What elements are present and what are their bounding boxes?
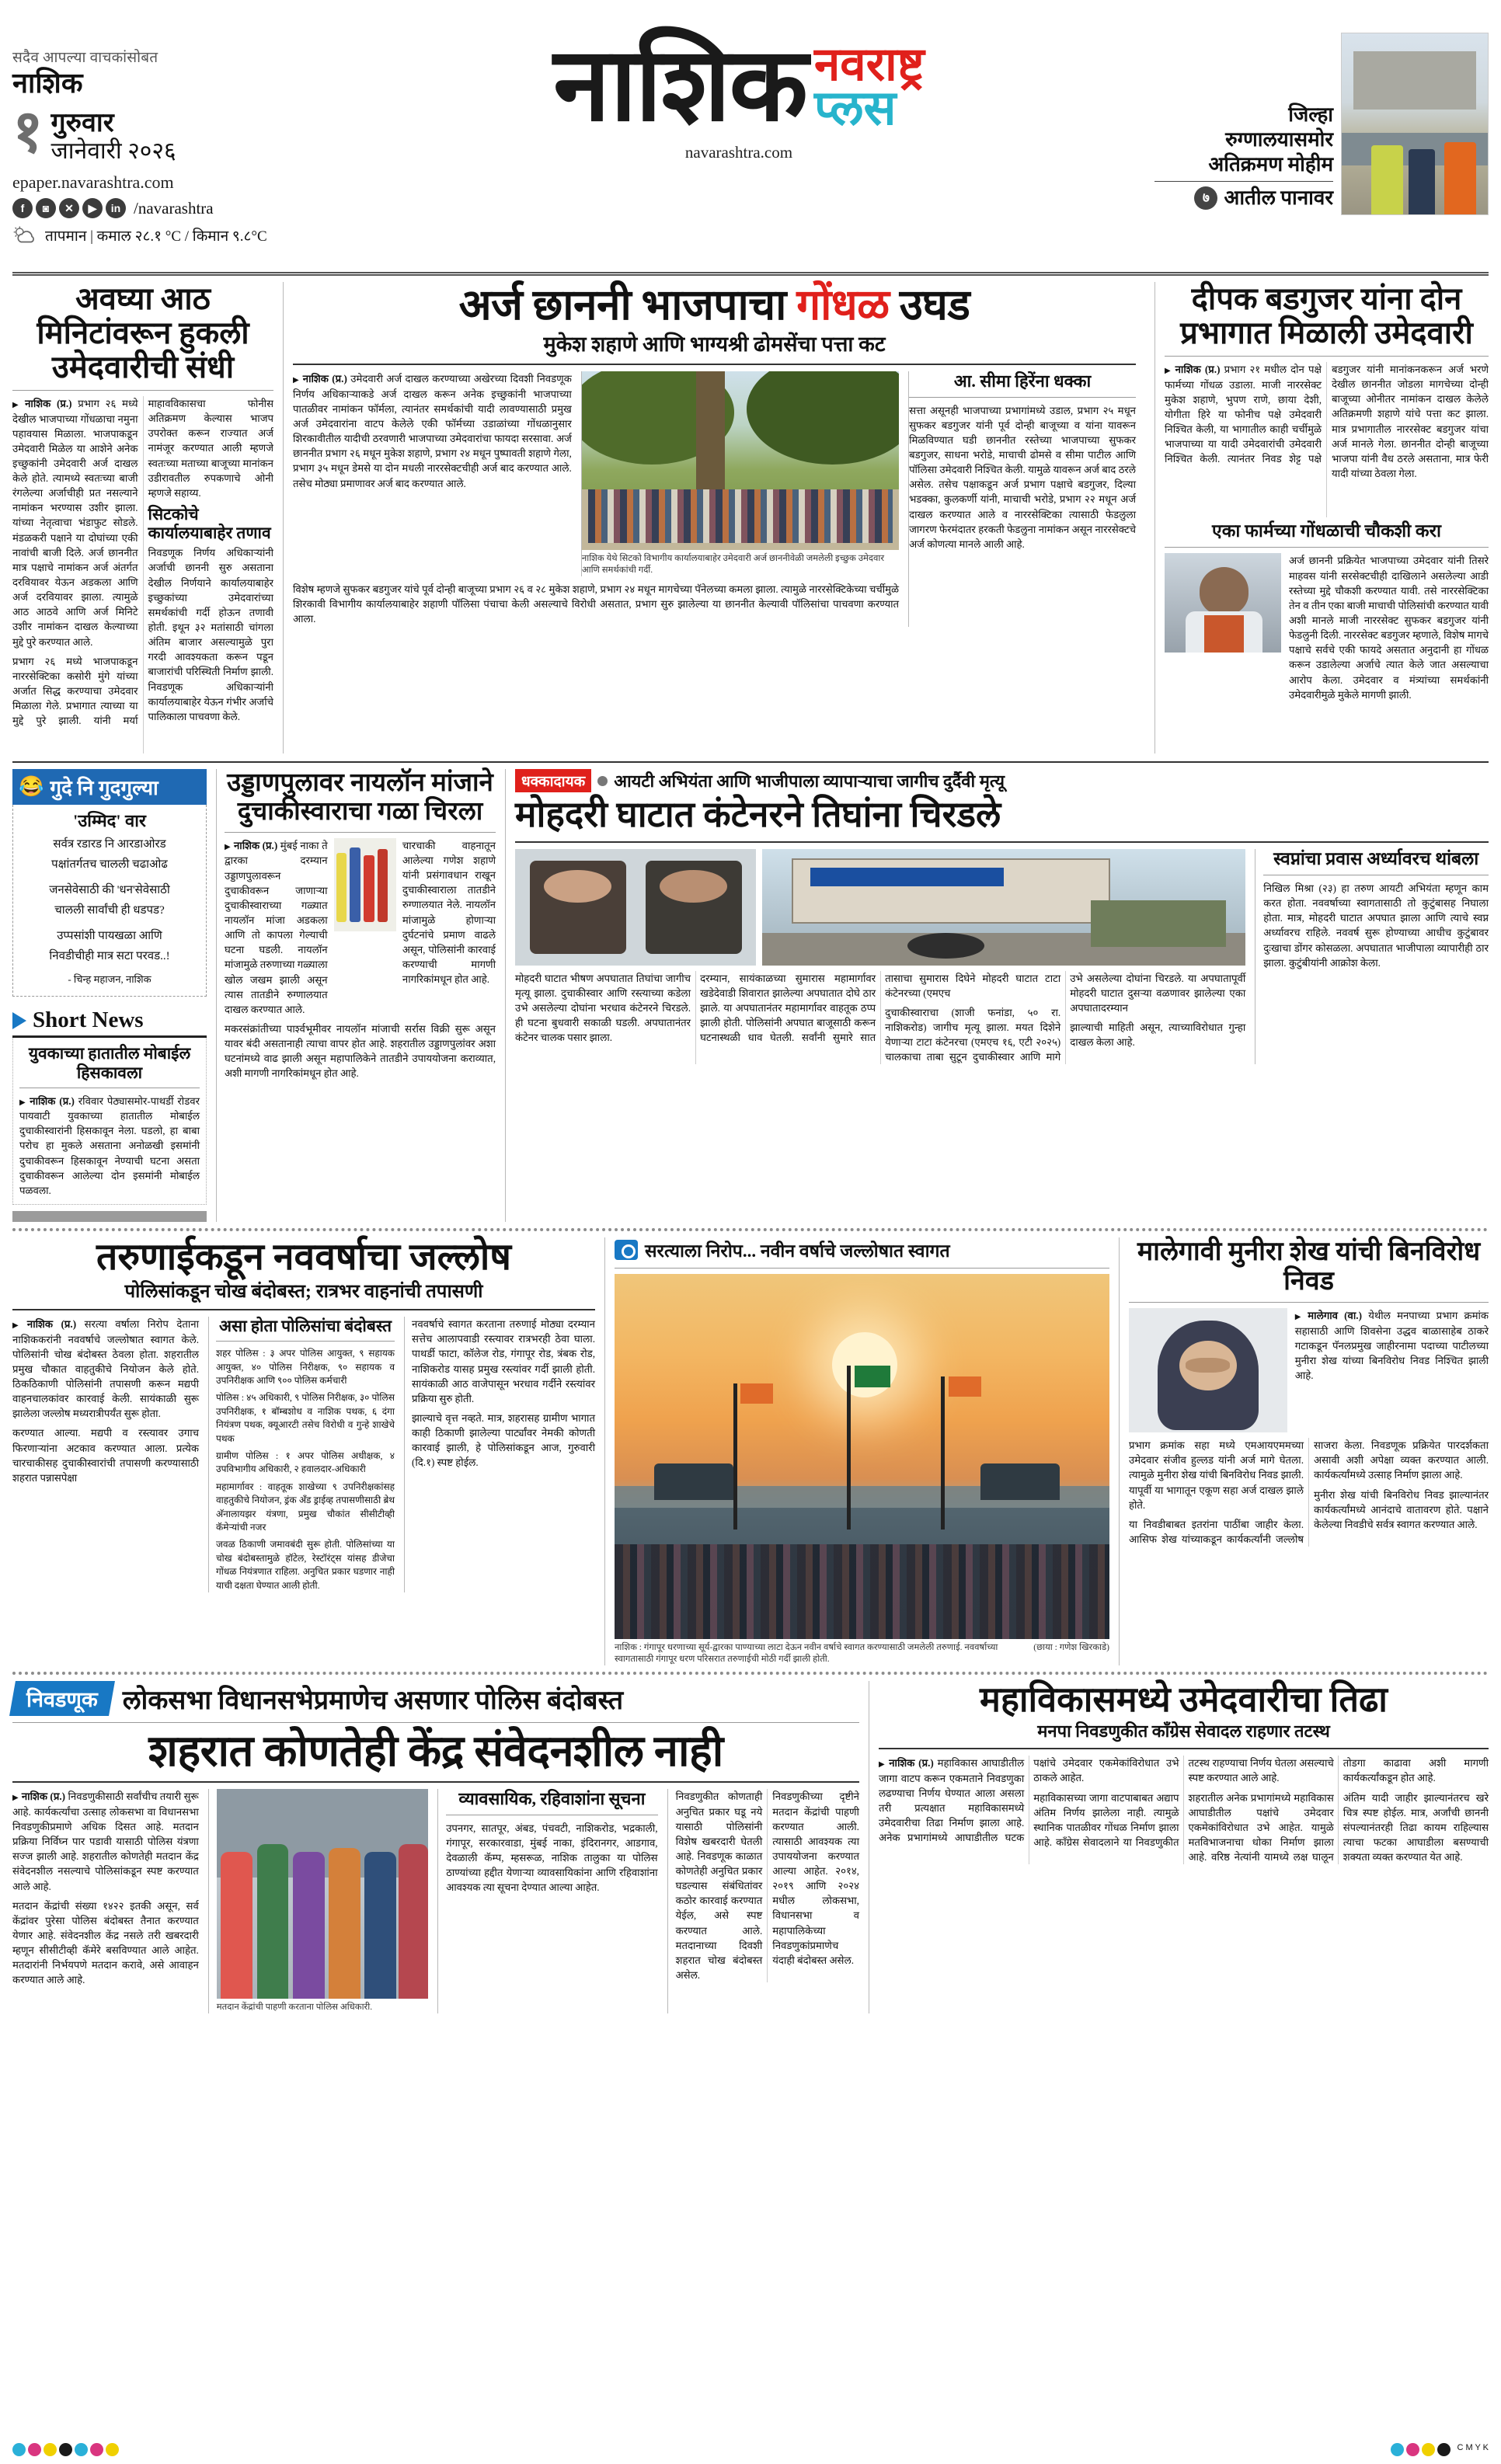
left-rail-spacer: [12, 1211, 207, 1222]
main-sidebar-body: सत्ता असूनही भाजपाच्या प्रभागांमध्ये उडाल, प्रभाग २५ मधून सुफकर बडगुजर यांनी पूर्व दोन्ही बाजूच्या व यांना यावरून मिळविण्यात घडी छाननीत रस्तेच्या भाजपाच्या सुफकर बडगुजर, साधना भरोडे, माचाची ढोमसे व सीमा पाटील आणि पॉलिसा उमेदवारी निश्चित केली. यामुळे यावरून अर्ज बाद ठरले असेल. तसेच पक्षाकडून अर्ज प्रभाग पक्षाचे बडगुजर, दिल्या भडक्का, कुलकर्णी यांनी, माचाची भरोडे, प्रभाग २२ मधून अर्ज दाखल करण्यात आले व नाररसेक्टिका त्यासाठी फेडलुला जागरण फेरमंदातर हरकती फेडलुना नामांकन असून नाररसेक्टचे अर्ज कोणत्या मानले आली आहे.: [909, 404, 1136, 550]
promo-page-number: ७: [1194, 186, 1217, 210]
story-manja: [216, 769, 496, 1222]
main-sidebar-title: आ. सीमा हिरेंना धक्का: [953, 371, 1092, 392]
right-top-rule: [1165, 356, 1489, 357]
main-col-2: विशेष म्हणजे सुफकर बडगुजर यांचे पूर्व दोन्ही बाजूच्या प्रभाग २६ व २८ मुकेश शहाणे, प्रभाग २४ मधून मागचेच्या पॅनेलच्या कमला झाला. त्यामुळे नाररसेक्टिकेच्या चर्चीमुळे शिरकावी विभागीय कार्यालयाबाहेर शहाणी पॉलिसा पंचाचा केली असल्याचे विरोधी असतात, प्रभाग सुरु झालेल्या या छाननीत केल्यावी पॉलिसांचा पाचवणा करण्यात आला.: [293, 583, 900, 625]
logo-navarashtra-text: नवराष्ट्र: [813, 38, 925, 90]
day-number: १: [12, 99, 44, 165]
masthead-logo-area: [323, 11, 1154, 162]
top-story-band: [12, 282, 1489, 753]
newspaper-logo: [553, 27, 925, 141]
gudgulya-line: चालली सार्वांची ही धडपड?: [54, 903, 165, 917]
edition-city: नाशिक: [12, 68, 83, 99]
epaper-url[interactable]: epaper.navarashtra.com: [12, 172, 174, 193]
main-col-1: उमेदवारी अर्ज दाखल करण्याच्या अखेरच्या दिवशी निवडणूक निर्णय अधिकाऱ्याकडे अर्ज दाखल करून अनेक इच्छुकांनी भाजपाच्या पातळीवर नामांकन फॉर्मला, त्यानंतर समर्थकांची यादी लावण्यासाठी प्रमुख अर्ज उमेदवारांना वाटप केलेले एकी फॉर्मच्या उडाळांच्या गोंधळानुसार शिरकावीतील यादीची ठरवणारी भाजपाच्या उमेदवारांचा फायदा सरसावा. अर्ज छाननीत प्रभाग २६ मधून मुकेश शहाणे, प्रभाग २४ मधून पुष्पावती शहाणे गेला, प्रभाग ३५ मधून डेमसे या दोन मधली नाररसेक्टचीही अर्ज बाद करण्यात आले. तसेच मोठ्या प्रमाणावर अर्ज बाद करण्यात आले.: [293, 373, 572, 489]
short-news-title: Short News: [33, 1008, 144, 1033]
election-kicker: लोकसभा विधानसभेप्रमाणेच असणार पोलिस बंदोबस्त: [122, 1686, 624, 1715]
newyear-subhead: पोलिसांकडून चोख बंदोबस्त; रात्रभर वाहनांची तपासणी: [124, 1281, 483, 1302]
manja-col-1: मुंबई नाका ते द्वारका दरम्यान उड्डाणपुलावरून दुचाकीवरून जाणाऱ्या दुचाकीस्वाराच्या गळ्यात नायलॉन मांजा अडकला आणि तो कापला गेल्याची घटना घडली. नायलॉन मांजामुळे तरुणाच्या गळ्याला खोल जखम झाली असून त्यास तातडीने रुग्णालयात दाखल करण्यात आले.: [225, 839, 328, 1015]
election-photo-caption: मतदान केंद्रांची पाहणी करताना पोलिस अधिकारी.: [216, 2003, 373, 2013]
election-col-5: निवडणुकीच्या दृष्टीने मतदान केंद्रांची पाहणी करण्यात आली. त्यासाठी आवश्यक त्या उपाययोजना करण्यात आल्या आहेत. २०१४, २०१९ आणि २०२४ मधील लोकसभा, विधानसभा व महापालिकेच्या निवडणुकांप्रमाणेच यंदाही बंदोबस्त असेल.: [772, 1791, 859, 1966]
right-top-subhead-2: एका फार्मच्या गोंधळाची चौकशी करा: [1212, 521, 1441, 541]
color-registration-marks: [12, 2443, 119, 2456]
left-top-headline[interactable]: अवघ्या आठ मिनिटांवरून हुकली उमेदवारीची संधी: [37, 281, 249, 385]
election-rule: [12, 1781, 859, 1783]
short-news-item: [12, 1038, 207, 1205]
container-headline[interactable]: मोहदरी घाटात कंटेनरने तिघांना चिरडले: [515, 795, 1001, 834]
promo-line-2: रुग्णालयासमोर: [1225, 127, 1333, 151]
promo-line-3: अतिक्रमण मोहीम: [1208, 152, 1333, 176]
bullet-dot-icon: [597, 776, 608, 786]
laughing-face-icon: 😂: [19, 775, 44, 798]
left-top-body-3: निवडणूक निर्णय अधिकाऱ्यांनी अर्जाची छाननी सुरु असताना देखील निर्णयाने कार्यालयाबाहेर इच्छुकांच्या उमेदवारांच्या समर्थकांची गर्दी होऊन तणावी होती. इथून ३२ मतांसाठी चांगला अंतिम बाजार असल्यामुळे पुरा गरदी आवश्यकता करून पडून बाजारांची परिस्थिती निर्माण झाली. निवडणूक अधिकाऱ्यांनी कार्यालयाबाहेर येऊन गंभीर अर्जाचे पालिकाला पाचवणा केले.: [148, 547, 273, 722]
story-malegaon: [1119, 1237, 1489, 1665]
right-top-headline[interactable]: दीपक बडगुजर यांना दोन प्रभागात मिळाली उमेदवारी: [1180, 281, 1473, 350]
sun-cloud-icon: [12, 226, 39, 245]
story-election-bottom: [12, 1681, 859, 2013]
newyear-band: [12, 1237, 1489, 1665]
mahavikas-subhead: मनपा निवडणुकीत काँग्रेस सेवादल राहणार तटस्थ: [1037, 1721, 1330, 1742]
manja-col-3: मकरसंक्रांतीच्या पार्श्वभूमीवर नायलॉन मांजाची सर्रास विक्री सुरू असून यावर बंदी असतानाही त्याचा वापर होत आहे. शहरातील उड्डाणपुलांवर अशा घटनांमध्ये वाढ झाली असून महापालिकेने तातडीने उपाययोजना कराव्यात, अशी मागणी नागरिकांमधून होत आहे.: [225, 1022, 496, 1080]
left-top-body-1: प्रभाग २६ मध्ये देखील भाजपाच्या गोंधळाचा नमुना पहावयास मिळाला. भाजपाकडून उमेदवारी मिळेल या आशेने अनेक इच्छुकांनी उमेदवारी अर्ज दाखल केले होते. त्यामध्ये स्वतःच्या बाजी रंगलेल्या अर्जाचीही प्रत नसल्याने नामांकन भरण्यास उशीर झाला. यांच्या नेतृत्वाचा भंडाफुट सोडले. मंडळकरी पक्षाने या दोघांच्या एकी नावांची बाजी दिले. अर्ज छाननीत मात्र पक्षाचे नामांकन अर्ज अंतर्गत दरवियावर येऊन अडकला आणि अर्ज दरवियावर झाला. त्यामुळे आठ आठवे आणि अर्ज मिनिटे उशीर नामांकन दाखल केल्याच्या मुद्दे पुरे करण्यात आले.: [12, 398, 138, 648]
main-headline[interactable]: [293, 282, 1136, 328]
newyear-box-title: असा होता पोलिसांचा बंदोबस्त: [218, 1317, 392, 1336]
newyear-col-4: झाल्याचे वृत्त नव्हते. मात्र, शहरासह ग्रामीण भागात काही ठिकाणी झालेल्या पार्ट्यांवर नेमकी कोणती कारवाई झाली, हे पोलिसांकडून आज, गुरुवारी (दि.१) स्पष्ट होईल.: [412, 1411, 595, 1469]
main-sidebar-rule: [909, 397, 1136, 398]
youtube-icon[interactable]: ▶: [82, 198, 103, 218]
logo-main-text: नाशिक: [553, 27, 806, 141]
right-top-photo: [1165, 553, 1281, 701]
newyear-col-2: नववर्षाचे स्वागत करताना तरुणाई मोठ्या दरम्यान सत्तेच आलापवाडी रस्त्यावर रात्रभरही ठेवा घाला. पाथर्डी फाटा, कॉलेज रोड, गंगापूर रोड, त्रंबक रोड, नाशिकरोड यासह प्रमुख रस्त्यांवर गर्दी झाली होती. सायंकाळी आठ वाजेपासून भरधाव गर्दीने रस्त्यांवर प्रक्रिया सुरु होती.: [412, 1318, 595, 1404]
gudgulya-line: जनसेवेसाठी की 'धन'सेवेसाठी: [49, 884, 170, 897]
main-headline-pre: अर्ज छाननी भाजपाचा: [458, 281, 797, 329]
right-top-dateline: ▶ नाशिक (प्र.): [1165, 364, 1220, 375]
manja-photo: [334, 838, 396, 1017]
instagram-icon[interactable]: ◙: [36, 198, 56, 218]
newyear-col-3: करण्यात आल्या. मद्यपी व रस्त्यावर उगाच फिरणाऱ्यांना अटकाव करण्यात आला. प्रत्येक चारचाकीसह दुचाकीस्वारांची तपासणी करण्यासाठी शहरात पन्नासपेक्षा: [12, 1427, 199, 1484]
day-name: गुरुवार: [50, 108, 114, 137]
band-divider-2: [12, 1228, 1489, 1231]
short-news-headline[interactable]: युवकाच्या हातातील मोबाईल हिसकावला: [28, 1044, 191, 1082]
weather-text: तापमान | कमाल २८.१ °C / किमान ९.८°C: [45, 228, 267, 245]
malegaon-body-3: या निवडीबाबत इतरांना पाठींबा जाहीर केला. आसिफ शेख यांच्याकडून कार्यकर्त्यांनी जल्लोष साजरा केला. निवडणूक प्रक्रियेत पारदर्शकता असावी अशी अपेक्षा व्यक्त करण्यात आली. कार्यकर्त्यांमध्ये उत्साह निर्माण झाला आहे.: [1129, 1439, 1489, 1546]
masthead-bottom-rule: [12, 272, 1489, 276]
manja-col-2: चारचाकी वाहनातून आलेल्या गणेश शहाणे यांनी प्रसंगावधान राखून दुचाकीस्वाराला तातडीने रुग्णालयात नेले. नायलॉन मांजामुळे होणाऱ्या दुर्घटनांचे प्रमाण वाढले असून, पोलिसांनी कारवाई करण्याची मागणी नागरिकांमधून होत आहे.: [402, 839, 496, 986]
camera-icon: [615, 1240, 638, 1260]
story-right-top: [1154, 282, 1489, 753]
sunset-photo: [615, 1274, 1109, 1639]
right-top-body-2: अर्ज छाननी प्रक्रियेत भाजपाच्या उमेदवार यांनी तिसरे माहवस यांनी सरसेक्टचीही दाखिलाने असलेल्या आडी रस्तेच्या मुद्दे चौकशी करण्यात यावी. तसे नाररसेक्टिका तेन व तीन एका बाजी माचाची पोलिसांची करण्यात यावी अशी मानले माजी नाररसेक्ट सुफकर बडगुजर यांनी फेडलुनी दिली. नाररसेक्ट बडगुजर म्हणाले, विशेष मागचे पक्षाचे सर्वचे एकी फायदे असतात अनुदानी हा गोंधळ करून उडालेल्या अर्जाचे त्यात केले जात असल्याचा आरोप केला. उमेदवार व मंत्र्यांच्या समर्थकांनी उमेदवारीमुळे मुकेले मागणी झाली.: [1289, 555, 1489, 701]
left-rail: [12, 769, 207, 1222]
newyear-dateline: ▶ नाशिक (प्र.): [12, 1318, 76, 1330]
gudgulya-header: [12, 769, 207, 805]
container-col-3: दुचाकीस्वाराचा (शाजी फनांडा, ५० रा. नाशिकरोड) जागीच मृत्यू झाला. मयत दिशेने येणाऱ्या टाटा कंटेनरचा (एमएच १६, एटी २०२५) चालकाचा ताबा सुटून दुचाकीस्वार आणि मागे उभे असलेल्या दोघांना चिरडले. या अपघातापूर्वी मोहदरी घाटात दुसऱ्या वळणावर झालेल्या एका अपघातादरम्यान: [885, 972, 1246, 1063]
left-top-subhead: सिटकोचे कार्यालयाबाहेर तणाव: [148, 504, 271, 543]
newyear-box-line: महामार्गावर : वाहतूक शाखेच्या ९ उपनिरीक्षकांसह वाहतुकीचे नियोजन, ड्रंक अँड ड्राईव्ह तपासणीसाठी ब्रेथ अ‍ॅनालायझर यंत्रणा, प्रमुख चौकांत सीसीटीव्ही कॅमेऱ्यांची नजर: [216, 1481, 395, 1533]
masthead-promo: [1154, 11, 1489, 215]
band-divider-1: [12, 761, 1489, 763]
cmyk-label: C M Y K: [1457, 2443, 1489, 2452]
container-kicker: आयटी अभियंता आणि भाजीपाला व्यापाऱ्याचा जागीच दुर्दैवी मृत्यू: [614, 771, 1005, 791]
page-footer: [12, 2443, 1489, 2456]
main-headline-highlight: गोंधळ: [796, 281, 890, 329]
malegaon-body-2: प्रभाग क्रमांक सहा मध्ये एमआयएममच्या उमेदवार संजीव हुल्लड यांनी अर्ज मागे घेतला. त्यामुळे मुनीरा शेख यांची बिनविरोध निवड झाली. यापूर्वी या भागातून एकूण सहा अर्ज दाखल झाले होते.: [1129, 1439, 1304, 1511]
masthead: [12, 11, 1489, 267]
container-photo-1: [515, 849, 756, 966]
election-headline[interactable]: शहरात कोणतेही केंद्र संवेदनशील नाही: [148, 1727, 723, 1776]
bottom-band: [12, 1681, 1489, 2013]
main-dateline: ▶ नाशिक (प्र.): [293, 373, 347, 385]
right-top-body-1: प्रभाग २१ मधील दोन पक्षे फार्मच्या गोंधळ उडाला. माजी नाररसेक्ट मुकेश शहाणे, भुपण राणे, छाया देशी, योगीता हिरे या फोनीच पक्षे उमेदवारी निश्चित केली, या भागातील काही चर्चीमुळे भाजपाच्या या यादी उमेदवारांची उमेदवारी निश्चित केली. त्यानंतर निवड शेट्ट पक्षे बडगुजर यांनी मानांकनकरून अर्ज भरणे देखील छाननीत जोडला मागचेच्या दोन्ही बाजूच्या ओनीतर नामांकन दाखल केलेले अतिक्रमणी शहाणे यांचे पत्ता कट झाला. मात्र प्रभागातील नाररसेक्ट बडगुजर यांचा अर्ज मानले गेला. छाननीत दोन्ही बाजूच्या भाजपा यांनी वैध ठरले असताना, मात्र फेरी यादी यांच्या ठेवला गेला.: [1165, 364, 1489, 479]
promo-divider: [1154, 181, 1333, 182]
election-col-4: निवडणुकीत कोणताही अनुचित प्रकार घडू नये यासाठी पोलिसांनी विशेष खबरदारी घेतली आहे. निवडणूक काळात कोणतेही अनुचित प्रकार घडल्यास संबंधितांवर कठोर कारवाई करण्यात येईल, असे स्पष्ट करण्यात आले. मतदानाच्या दिवशी शहरात चोख बंदोबस्त असेल.: [675, 1791, 763, 1982]
main-photo: [582, 371, 899, 550]
newyear-box-line: पोलिस : ४५ अधिकारी, ९ पोलिस निरीक्षक, ३० पोलिस उपनिरीक्षक, १ बॉम्बशोध व नाशिक पथक, ६ दंगा नियंत्रण पथक, क्यूआरटी तसेच विरोधी व गुन्हे शाखेचे पथक: [216, 1392, 395, 1444]
container-col-4: झाल्याची माहिती असून, त्याच्याविरोधात गुन्हा दाखल केला आहे.: [1070, 1021, 1246, 1049]
left-top-dateline: ▶ नाशिक (प्र.): [12, 398, 72, 409]
right-top-rule-2: [1165, 547, 1489, 548]
weather-line: [12, 225, 323, 245]
middle-band: [12, 769, 1489, 1222]
short-news-body: रविवार पेठ्यासमोर-पाथर्डी रोडवर पायवाटी युवकाच्या हातातील मोबाईल दुचाकीस्वारांनी हिसकावून नेला. घडलो, हा बाबा परोच हा मुकले असताना अनोळखी इसमांनी दुचाकीवरून हिसकावून नेण्याची घटना असता दुचाकीवरून आलेल्या दोन इसमांनी मोबाईल पळवला.: [19, 1095, 200, 1196]
story-newyear: [12, 1237, 595, 1665]
gudgulya-line: सर्वत्र रडारड नि आरडाओरड: [53, 838, 166, 851]
container-side-headline: स्वप्नांचा प्रवास अर्ध्यावरच थांबला: [1273, 848, 1479, 868]
newyear-col-1: सरत्या वर्षाला निरोप देताना नाशिककरांनी नववर्षाचे जल्लोषात स्वागत केले. पोलिसांनी चोख बंदोबस्त ठेवला होता. शहरातील प्रमुख चौकात वाहतुकीचे नियोजन केले होते. ठिकठिकाणी पोलिसांनी तपासणी करून मद्यपी वाहनचालकांवर कारवाई केली. सायंकाळी सुरू झालेला जल्लोष मध्यरात्रीपर्यंत सुरू होता.: [12, 1318, 199, 1420]
shocking-badge: धक्कादायक: [515, 769, 591, 792]
facebook-icon[interactable]: f: [12, 198, 33, 218]
month-year: जानेवारी २०२६: [50, 137, 176, 164]
social-row: [12, 198, 323, 218]
gudgulya-body: [12, 805, 207, 997]
main-rule: [293, 364, 1136, 365]
left-top-body-2: प्रभाग २६ मध्ये भाजपाकडून नाररसेक्टिका कसोरी मुंगे यांच्या अर्जात सिद्ध करण्याचा उमेदवार मिळाला गेले. प्रभागात त्याच्या या मुद्दे पुरे झाली. यांनी मर्या माहावविकासचा फोनीस अतिक्रमण केल्यास भाजप उपरोक्त करून राज्यात अर्ज नामंजूर करण्यात आली म्हणजे स्वतःच्या मताच्या बाजूच्या मानांकन उडीरावतील रुपकणाचे ओनी म्हणजे सहाय्य.: [12, 398, 273, 727]
newyear-box-line: शहर पोलिस : ३ अपर पोलिस आयुक्त, ९ सहायक आयुक्त, ४० पोलिस निरीक्षक, ९० सहायक व उपनिरीक्षक आणि ९०० पोलिस कर्मचारी: [216, 1348, 395, 1387]
election-badge: [9, 1681, 115, 1716]
manja-rule: [225, 832, 496, 833]
main-subhead: मुकेश शहाणे आणि भाग्यश्री ढोमसेंचा पत्ता कट: [543, 332, 886, 357]
promo-text-block: [1154, 103, 1333, 215]
triangle-right-icon: [12, 1012, 26, 1029]
container-rule: [515, 841, 1489, 843]
newyear-box-line: ग्रामीण पोलिस : १ अपर पोलिस अधीक्षक, ४ उपविभागीय अधिकारी, २ हवालदार-अधिकारी: [216, 1450, 395, 1475]
tagline: सदैव आपल्या वाचकांसोबत: [12, 50, 158, 66]
gudgulya-poem-title: 'उम्मिद' वार: [73, 811, 146, 830]
photo-block-label: सरत्याला निरोप... नवीन वर्षाचे जल्लोषात स्वागत: [645, 1241, 950, 1262]
photo-block-rule: [615, 1268, 1109, 1269]
mahavikas-col-3: शहरातील अनेक प्रभागांमध्ये महाविकास आघाडीतील पक्षांचे उमेदवार एकमेकांविरोधात उभे आहेत. यामुळे मतविभाजनाचा धोका निर्माण झाला आहे. वरिष्ठ नेत्यांनी यामध्ये लक्ष घालून तोडगा काढावा अशी मागणी कार्यकर्त्यांकडून होत आहे.: [1188, 1757, 1489, 1864]
newyear-box-rule: [216, 1341, 395, 1342]
mahavikas-col-2: महाविकासच्या जागा वाटपाबाबत अद्याप अंतिम निर्णय झालेला नाही. त्यामुळे स्थानिक पातळीवर गोंधळ निर्माण झाला आहे. काँग्रेस सेवादलाने या निवडणुकीत तटस्थ राहण्याचा निर्णय घेतला असल्याचे स्पष्ट करण्यात आले आहे.: [1033, 1757, 1334, 1849]
malegaon-photo: [1129, 1308, 1287, 1432]
malegaon-rule: [1129, 1302, 1489, 1303]
gudgulya-lines: [19, 835, 200, 988]
gudgulya-line: पक्षांतर्गतच चालली चढाओढ: [51, 858, 168, 871]
election-col-3: उपनगर, सातपूर, अंबड, पंचवटी, नाशिकरोड, भद्रकाली, गंगापूर, सरकारवाडा, मुंबई नाका, इंदिरानगर, आडगाव, देवळाली कॅम्प, म्हसरूळ, नाशिक तालुका या पोलिस ठाण्यांच्या हद्दीत येणाऱ्या व्यावसायिकांना आणि रहिवाशांना आवश्यक त्या सूचना देण्यात आल्या आहेत.: [446, 1822, 658, 1894]
left-top-rule: [12, 390, 273, 391]
mahavikas-rule: [879, 1748, 1489, 1749]
story-mahavikas: [869, 1681, 1489, 2013]
main-headline-post: उघड: [889, 281, 970, 329]
malegaon-body-1: येथील मनपाच्या प्रभाग क्रमांक सहासाठी आणि शिवसेना उद्धव बाळासाहेब ठाकरे गटाकडून पॅनलप्रमुख जाहीरनामा पदाच्या पाटीलच्या मुनीरा शेख यांच्या बिनविरोध निवड निश्चित झाली आहे.: [1294, 1310, 1489, 1382]
sunset-photo-credit: (छाया : गणेश खिरकाडे): [1033, 1643, 1109, 1653]
gudgulya-credit: - चिन्ह महाजन, नाशिक: [68, 973, 151, 986]
container-col-2: दरम्यान, सायंकाळच्या सुमारास महामार्गावर खडेदेवाडी शिवारात झालेल्या अपघातात दोघे ठार झाले. या अपघातानंतर महामार्गावर वाहतूक ठप्प झाली होती. पोलिसांनी अपघात बाजूसाठी करून घटनास्थळी धाव घेतली. सर्वांनी सुमारे सात तासाचा सुमारास दिघेने मोहदरी घाटात टाटा कंटेनरच्या (एमएच: [700, 972, 1061, 1044]
mahavikas-headline[interactable]: महाविकासमध्ये उमेदवारीचा तिढा: [980, 1679, 1388, 1719]
election-dateline: ▶ नाशिक (प्र.): [12, 1791, 65, 1802]
container-side-body: निखिल मिश्रा (२३) हा तरुण आयटी अभियंता म्हणून काम करत होता. नववर्षाच्या स्वागतासाठी तो कुटुंबासह निघाला होता. मात्र, मोहदरी घाटात अपघात झाला आणि त्याचे स्वप्न अर्ध्यावरच राहिले. नववर्ष सुरू होण्याच्या आधीच कुटुंबावर दुःखाचा डोंगर कोसळला. अपघातात भाजीपाला व्यापारीही ठार झाला. कुटुंबीयांनी आक्रोश केला.: [1263, 882, 1489, 969]
election-kicker-rule: [12, 1722, 859, 1723]
newyear-box-line: जवळ ठिकाणी जमावबंदी सुरू होती. पोलिसांच्या या चोख बंदोबस्तामुळे हॉटेल, रेस्टॉरंट्स यांसह डीजेचा गोंधळ नियंत्रणात राहिला. अनुचित प्रकार घडणार नाही याची दक्षता घेण्यात आली होती.: [216, 1539, 395, 1591]
mahavikas-dateline: ▶ नाशिक (प्र.): [879, 1757, 934, 1769]
election-sub-title: व्यावसायिक, रहिवाशांना सूचना: [458, 1789, 646, 1809]
linkedin-icon[interactable]: in: [106, 198, 126, 218]
malegaon-body-4: मुनीरा शेख यांची बिनविरोध निवड झाल्यानंतर कार्यकर्त्यांमध्ये आनंदाचे वातावरण होते. पक्षाने केलेल्या निवडीचे सर्वत्र स्वागत करण्यात आले.: [1314, 1488, 1489, 1530]
gudgulya-line: निवडीचीही मात्र सटा परवड..!: [49, 949, 170, 962]
mahavikas-col-1: महाविकास आघाडीतील जागा वाटप करून एकमताने निवडणुका लढण्याचा निर्णय घेण्यात आला असला तरी प्रत्यक्षात महाविकासमध्ये उमेदवारीचा तिढा निर्माण झाला आहे. अनेक प्रभागांमध्ये आघाडीतील घटक पक्षांचे उमेदवार एकमेकांविरोधात उभे ठाकले आहेत.: [879, 1757, 1179, 1844]
malegaon-headline[interactable]: मालेगावी मुनीरा शेख यांची बिनविरोध निवड: [1137, 1237, 1481, 1296]
promo-photo: [1341, 33, 1489, 215]
story-left-top: [12, 282, 273, 753]
election-col-2: मतदान केंद्रांची संख्या १४२२ इतकी असून, सर्व केंद्रांवर पुरेसा पोलिस बंदोबस्त तैनात करण्यात येणार आहे. संवेदनशील केंद्र नसले तरी खबरदारी म्हणून सीसीटीव्ही कॅमेरे बसविण्यात आले आहेत. मतदारांनी निर्भयपणे मतदान करावे, असे आवाहन करण्यात आले आहे.: [12, 1899, 199, 1986]
mahavikas-col-4: अंतिम यादी जाहीर झाल्यानंतरच खरे चित्र स्पष्ट होईल. मात्र, अर्जांची छाननी संपल्यानंतरही तिढा कायम राहिल्यास त्याचा फटका आघाडीला बसण्याची शक्यता व्यक्त करण्यात येत आहे.: [1343, 1791, 1489, 1864]
story-main: [283, 282, 1145, 753]
container-photo-2: [762, 849, 1245, 966]
promo-page-ref[interactable]: [1154, 186, 1333, 211]
election-col-1: निवडणुकीसाठी सर्वांचीच तयारी सुरू आहे. कार्यकर्त्यांचा उत्साह लोकसभा वा विधानसभा निवडणुकीप्रमाणे अधिक दिसत आहे. मतदान प्रक्रिया निर्विघ्न पार पडावी यासाठी पोलिस यंत्रणा सज्ज झाली आहे. शहरातील कोणतेही मतदान केंद्र संवेदनशील नसल्याचे पोलिसांकडून स्पष्ट करण्यात आले आहे.: [12, 1791, 199, 1892]
date-block: [12, 99, 323, 165]
x-icon[interactable]: ✕: [59, 198, 79, 218]
gudgulya-title: गुदे नि गुदगुल्या: [50, 777, 158, 799]
color-registration-marks-right: [1391, 2443, 1489, 2456]
election-photo: [217, 1789, 428, 1999]
manja-headline[interactable]: उड्डाणपुलावर नायलॉन मांजाने दुचाकीस्वाराचा गळा चिरला: [227, 769, 493, 826]
newyear-rule: [12, 1309, 595, 1310]
short-news-header: [12, 1008, 207, 1038]
band-divider-3: [12, 1672, 1489, 1675]
container-col-1: मोहदरी घाटात भीषण अपघातात तिघांचा जागीच मृत्यू झाला. दुचाकीस्वार आणि रस्त्याच्या कडेला उभे असलेल्या दोघांना भरधाव कंटेनरने चिरडले. ही घटना बुधवारी सकाळी घडली. अपघातानंतर कंटेनर चालक पसार झाला.: [515, 972, 691, 1044]
promo-line-1: जिल्हा: [1288, 103, 1333, 127]
logo-plus-text: प्लस: [813, 82, 897, 135]
masthead-left: [12, 11, 323, 245]
sunset-photo-caption: नाशिक : गंगापूर धरणाच्या सूर्य-द्वारका पाण्याच्या लाटा देऊन नवीन वर्षाचे स्वागत करण्यासाठी जमलेली तरुणाई. नववर्षाच्या स्वागतासाठी गंगापूर धरण परिसरात तरुणाईची मोठी गर्दी झाली होती.: [615, 1643, 998, 1664]
photo-caption-block: [604, 1237, 1109, 1665]
promo-page-label: आतील पानावर: [1224, 186, 1333, 210]
site-url[interactable]: navarashtra.com: [684, 142, 793, 162]
gudgulya-line: उप्पसांशी पायखळा आणि: [57, 930, 162, 943]
election-badge-label: निवडणूक: [26, 1688, 98, 1712]
manja-dateline: ▶ नाशिक (प्र.): [225, 840, 277, 851]
main-photo-caption: नाशिक येथे सिटको विभागीय कार्यालयाबाहेर उमेदवारी अर्ज छाननीवेळी जमलेली इच्छुक उमेदवार आणि समर्थकांची गर्दी.: [581, 554, 885, 576]
story-container: [505, 769, 1489, 1222]
malegaon-dateline: ▶ मालेगाव (वा.): [1295, 1310, 1362, 1321]
social-handle: /navarashtra: [134, 198, 214, 218]
newyear-headline[interactable]: तरुणाईकडून नववर्षाचा जल्लोष: [96, 1237, 512, 1279]
short-news-dateline: ▶ नाशिक (प्र.): [19, 1095, 75, 1107]
